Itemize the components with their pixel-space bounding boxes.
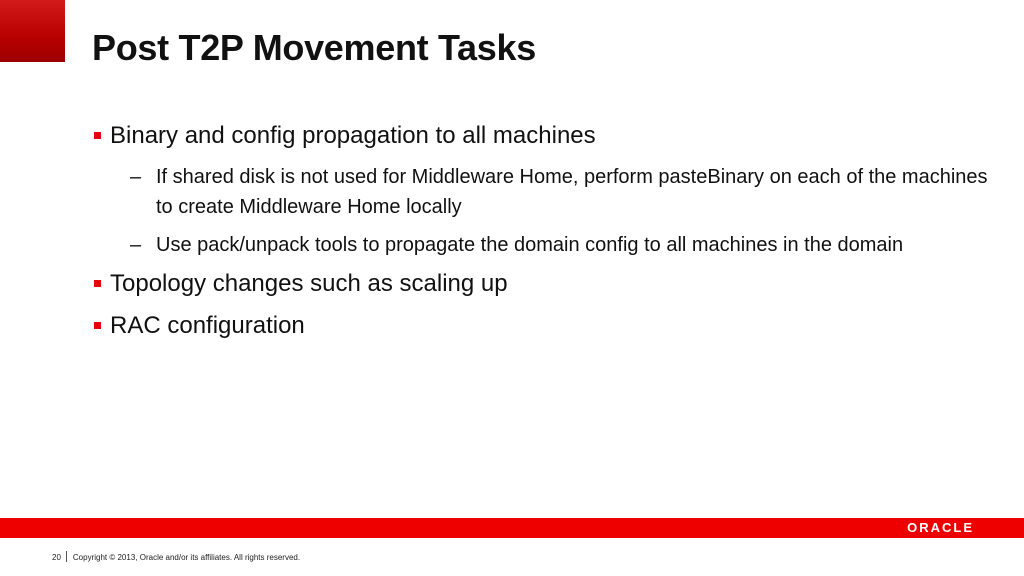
bullet-text: Topology changes such as scaling up xyxy=(110,270,508,297)
bullet-text: Binary and config propagation to all machines xyxy=(110,122,596,149)
slide-title: Post T2P Movement Tasks xyxy=(92,27,536,68)
oracle-logo: ORACLE xyxy=(907,520,974,535)
sub-bullet-list xyxy=(92,162,992,260)
bullet-square-icon xyxy=(94,322,101,329)
bullet-square-icon xyxy=(94,280,101,287)
dash-icon: – xyxy=(130,166,142,188)
footer-divider xyxy=(66,551,67,562)
footer-bar xyxy=(0,518,1024,538)
sub-bullet-text: Use pack/unpack tools to propagate the domain config to all machines in the domain xyxy=(156,234,904,256)
bullet-text: RAC configuration xyxy=(110,312,305,339)
bullet-square-icon xyxy=(94,132,101,139)
sub-bullet-text: If shared disk is not used for Middleware Home, perform pasteBinary on each of the machines to create Middleware Home locally xyxy=(156,166,988,218)
corner-accent-block xyxy=(0,0,65,62)
copyright-text: Copyright © 2013, Oracle and/or its affiliates. All rights reserved. xyxy=(72,553,301,562)
bullet-item xyxy=(92,310,992,342)
footer xyxy=(52,551,300,564)
bullet-item xyxy=(92,120,992,152)
bullet-list xyxy=(92,120,992,352)
sub-bullet-item xyxy=(92,162,992,222)
page-number: 20 xyxy=(52,553,61,562)
bullet-item xyxy=(92,268,992,300)
dash-icon: – xyxy=(130,234,142,256)
sub-bullet-item xyxy=(92,230,992,260)
